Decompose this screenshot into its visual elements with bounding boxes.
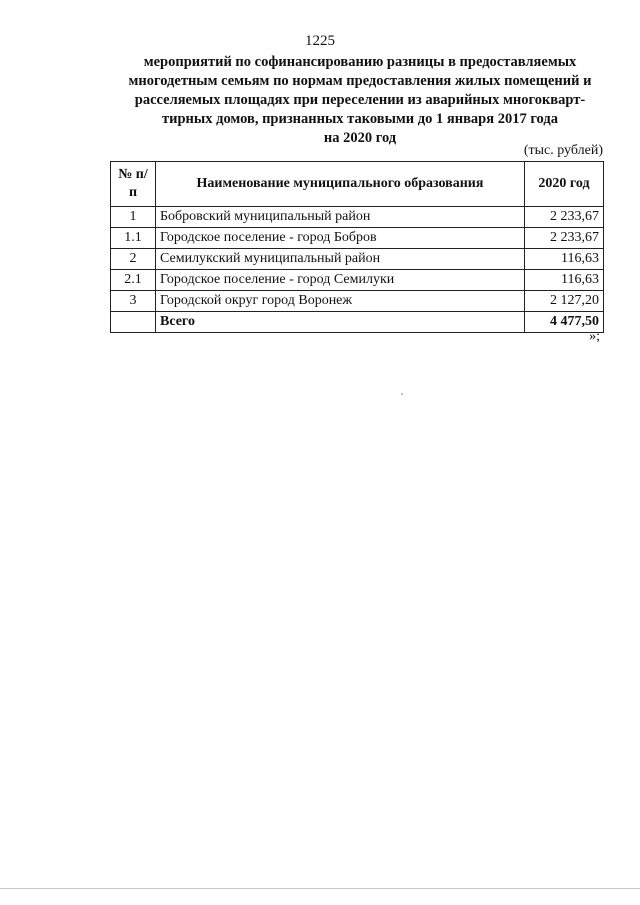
- row-value: 116,63: [525, 270, 604, 291]
- row-value: 116,63: [525, 249, 604, 270]
- header-number: № п/п: [111, 162, 156, 207]
- total-label: Всего: [156, 312, 525, 333]
- table-row: [111, 270, 604, 291]
- row-municipality: Городское поселение - город Бобров: [156, 228, 525, 249]
- page-bottom-rule: [0, 888, 640, 889]
- closing-quote-mark: »;: [589, 329, 600, 344]
- heading-line: мероприятий по софинансированию разницы в предоставляемых: [143, 54, 577, 70]
- document-heading: [100, 53, 620, 148]
- row-municipality: Городской округ город Воронеж: [156, 291, 525, 312]
- row-value: 2 127,20: [525, 291, 604, 312]
- table-row: [111, 228, 604, 249]
- header-municipality: Наименование муниципального образования: [156, 162, 525, 207]
- row-value: 2 233,67: [525, 228, 604, 249]
- heading-line: тирных домов, признанных таковыми до 1 января 2017 года: [162, 111, 558, 127]
- scan-speck: [401, 393, 403, 395]
- table-row: [111, 249, 604, 270]
- table-row: [111, 207, 604, 228]
- row-number: 3: [111, 291, 156, 312]
- row-municipality: Семилукский муниципальный район: [156, 249, 525, 270]
- row-number: 2: [111, 249, 156, 270]
- table-row: [111, 291, 604, 312]
- row-value: 2 233,67: [525, 207, 604, 228]
- row-number: 2.1: [111, 270, 156, 291]
- heading-line: на 2020 год: [323, 130, 397, 146]
- row-number: 1.1: [111, 228, 156, 249]
- units-label: (тыс. рублей): [523, 143, 603, 158]
- header-year: 2020 год: [525, 162, 604, 207]
- table-total-row: [111, 312, 604, 333]
- funding-table: [110, 161, 604, 333]
- row-number: 1: [111, 207, 156, 228]
- total-value: 4 477,50: [525, 312, 604, 333]
- total-number: [111, 312, 156, 333]
- heading-line: расселяемых площадях при переселении из аварийных многокварт-: [134, 92, 586, 108]
- table-header-row: [111, 162, 604, 207]
- heading-line: многодетным семьям по нормам предоставления жилых помещений и: [128, 73, 592, 89]
- row-municipality: Бобровский муниципальный район: [156, 207, 525, 228]
- page-number: 1225: [305, 33, 335, 49]
- row-municipality: Городское поселение - город Семилуки: [156, 270, 525, 291]
